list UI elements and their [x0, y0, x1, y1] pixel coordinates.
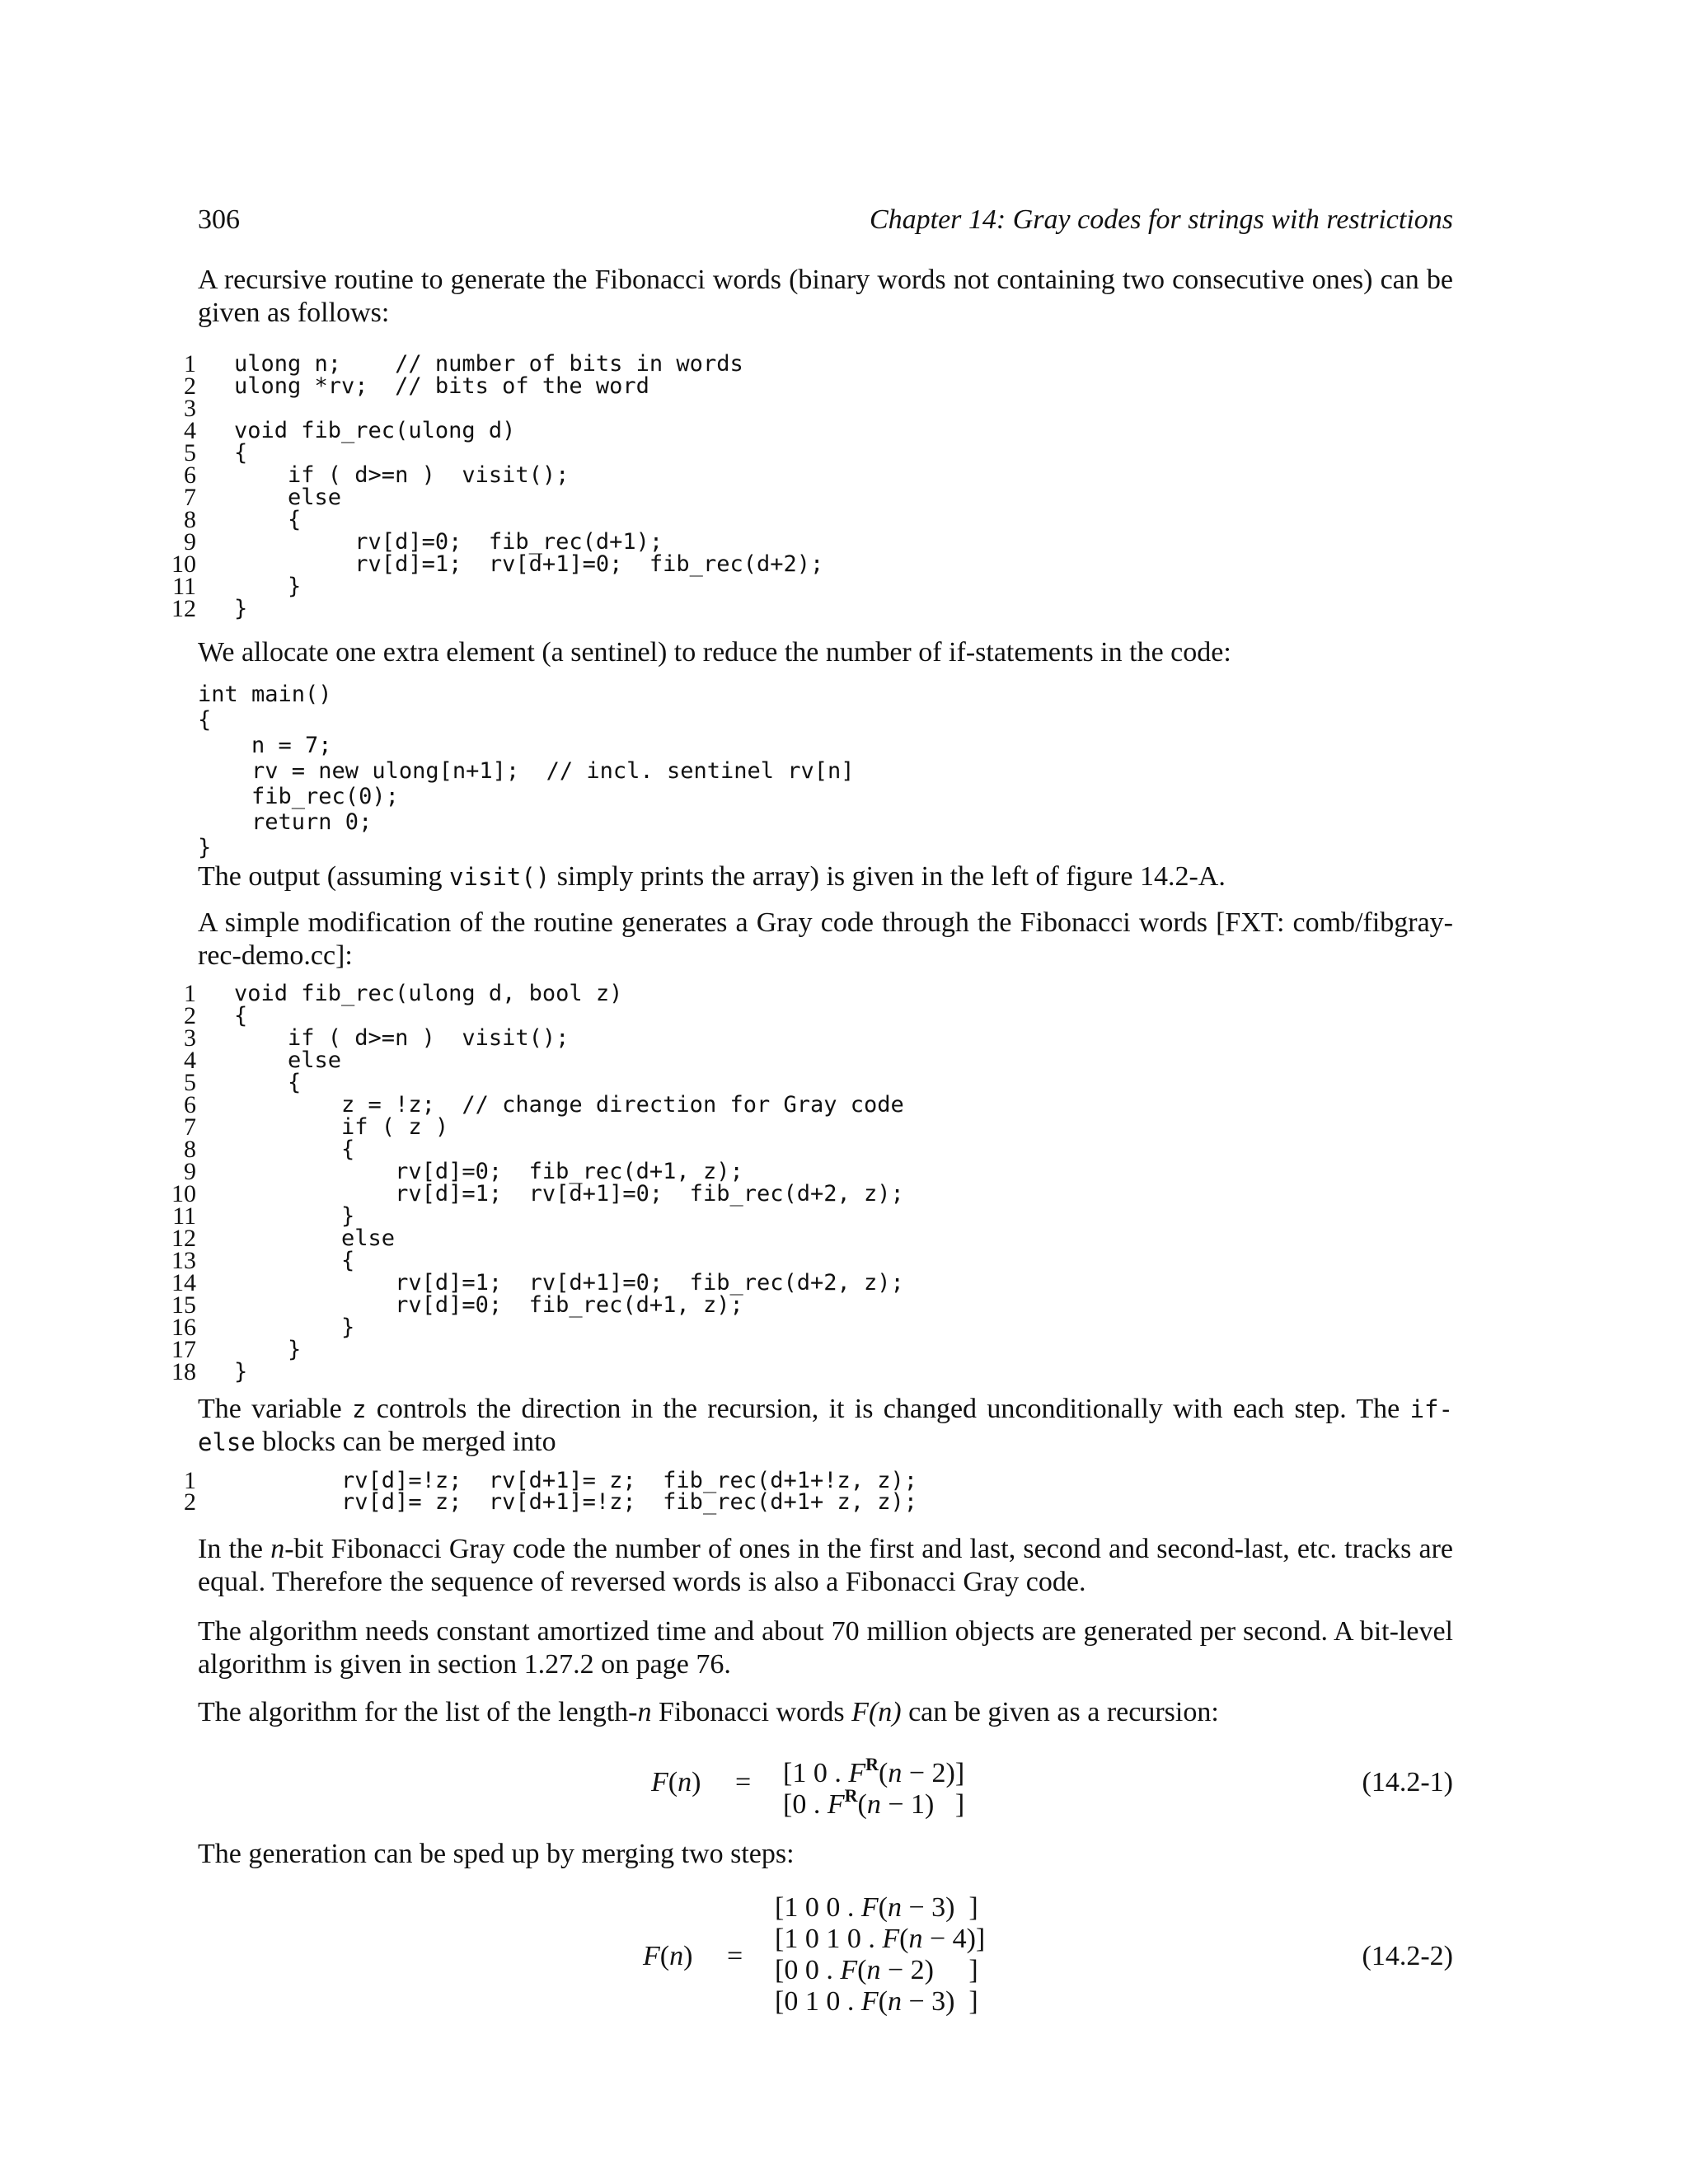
- code-block-merged: [0, 1467, 1688, 1516]
- code-line: [0, 835, 1688, 860]
- math-n: n: [270, 1534, 285, 1564]
- code-text: void fib_rec(ulong d, bool z): [234, 981, 623, 1006]
- code-line: [0, 1291, 1688, 1319]
- code-text: {: [234, 1003, 248, 1029]
- code-text: }: [234, 596, 248, 621]
- code-text: else: [234, 1226, 396, 1251]
- line-number: 11: [172, 1202, 196, 1230]
- line-number: 12: [171, 1225, 196, 1252]
- code-text: else: [234, 485, 342, 510]
- code-text: }: [234, 1203, 355, 1229]
- code-text: {: [234, 1248, 355, 1273]
- code-line: [0, 809, 1688, 835]
- code-line: [0, 575, 1688, 598]
- page-number: 306: [198, 204, 240, 235]
- line-number: 2: [184, 1002, 196, 1029]
- line-number: 17: [171, 1336, 196, 1363]
- code-text: }: [198, 835, 212, 860]
- math-F-n: F(n): [851, 1697, 902, 1727]
- code-text: rv = new ulong[n+1]; // incl. sentinel rv[n]: [198, 758, 855, 784]
- code-text: rv[d]= z; rv[d+1]=!z; fib_rec(d+1+ z, z);: [234, 1489, 918, 1515]
- code-text: if ( d>=n ) visit();: [234, 1025, 570, 1051]
- equation-2-matrix: [1 0 0 . F(n − 3) ] [1 0 1 0 . F(n − 4)] [0 0 . F(n − 2) ] [0 1 0 . F(n − 3) ]: [775, 1892, 986, 2017]
- paragraph-intro: A recursive routine to generate the Fibonacci words (binary words not containing two consecutive ones) can be given as follows:: [198, 265, 1453, 328]
- equation-2-label: (14.2-2): [1362, 1941, 1453, 1971]
- line-number: 7: [184, 1113, 196, 1141]
- line-number: 18: [171, 1358, 196, 1385]
- code-line: [0, 733, 1688, 758]
- code-block-fib-gray: [0, 982, 1688, 1383]
- code-text: rv[d]=1; rv[d+1]=0; fib_rec(d+2, z);: [234, 1181, 904, 1207]
- code-text: void fib_rec(ulong d): [234, 418, 516, 443]
- line-number: 7: [184, 484, 196, 511]
- code-line: [0, 1002, 1688, 1029]
- code-text: int main(): [198, 682, 332, 707]
- line-number: 2: [184, 1488, 196, 1516]
- code-line: [0, 1071, 1688, 1094]
- code-line: [0, 1269, 1688, 1296]
- code-text: {: [234, 440, 248, 466]
- code-if-else: if-else: [198, 1395, 1453, 1456]
- code-text: {: [234, 1137, 355, 1162]
- code-text: return 0;: [198, 809, 373, 835]
- code-z: z: [351, 1395, 367, 1423]
- line-number: 4: [184, 417, 196, 444]
- code-block-main: [0, 682, 1688, 860]
- line-number: 10: [171, 551, 196, 578]
- equation-2-equals: =: [727, 1941, 743, 1971]
- paragraph-modification: A simple modification of the routine generates a Gray code through the Fibonacci words [FXT: comb/fibgray-rec-demo.cc]:: [198, 907, 1453, 971]
- line-number: 15: [171, 1291, 196, 1319]
- code-text: }: [234, 1359, 248, 1385]
- code-line: [0, 1091, 1688, 1118]
- code-line: [0, 395, 1688, 422]
- code-visit: visit(): [449, 863, 551, 891]
- code-line: [0, 506, 1688, 533]
- line-number: 5: [184, 439, 196, 466]
- code-text: rv[d]=!z; rv[d+1]= z; fib_rec(d+1+!z, z);: [234, 1468, 918, 1493]
- code-text: }: [234, 1315, 355, 1340]
- code-line: [0, 1113, 1688, 1141]
- paragraph-reversed: In the n-bit Fibonacci Gray code the number of ones in the first and last, second and second-last, etc. tracks are equal. Therefore the sequence of reversed words is also a Fibonacci Gray code.: [198, 1534, 1454, 1597]
- line-number: 11: [172, 573, 196, 600]
- code-line: [0, 373, 1688, 400]
- code-text: }: [234, 574, 302, 599]
- code-line: [0, 528, 1688, 555]
- code-block-fib-rec: [0, 350, 1688, 622]
- code-line: [0, 350, 1688, 377]
- code-line: [0, 1338, 1688, 1361]
- code-text: {: [198, 707, 212, 733]
- line-number: 3: [184, 395, 196, 422]
- code-line: [0, 1160, 1688, 1183]
- code-line: [0, 595, 1688, 622]
- code-line: [0, 1136, 1688, 1163]
- code-text: rv[d]=0; fib_rec(d+1, z);: [234, 1292, 743, 1318]
- code-line: [0, 682, 1688, 707]
- code-text: rv[d]=0; fib_rec(d+1, z);: [234, 1159, 743, 1184]
- code-line: [0, 758, 1688, 784]
- line-number: 10: [171, 1180, 196, 1207]
- code-line: [0, 707, 1688, 733]
- code-text: rv[d]=1; rv[d+1]=0; fib_rec(d+2);: [234, 551, 824, 577]
- code-line: [0, 1488, 1688, 1516]
- code-line: [0, 1202, 1688, 1230]
- equation-1-matrix: [1 0 . $F^R(n - 2)$] [0 . $F^R(n - 1)$ ]: [783, 1754, 965, 1820]
- paragraph-recursion: The algorithm for the list of the length-n Fibonacci words F(n) can be given as a recursion:: [198, 1697, 1219, 1727]
- code-text: ulong *rv; // bits of the word: [234, 373, 649, 399]
- line-number: 12: [171, 595, 196, 622]
- line-number: 8: [184, 1136, 196, 1163]
- code-line: [0, 1249, 1688, 1272]
- equation-2-lhs: F(n): [643, 1941, 693, 1971]
- code-text: n = 7;: [198, 733, 332, 758]
- paragraph-amortized: The algorithm needs constant amortized time and about 70 million objects are generated per second. A bit-level algorithm is given in section 1.27.2 on page 76.: [198, 1616, 1453, 1680]
- paragraph-sentinel: We allocate one extra element (a sentinel) to reduce the number of if-statements in the code:: [198, 637, 1231, 668]
- code-line: [0, 1358, 1688, 1385]
- paragraph-variable-z: The variable z controls the direction in the recursion, it is changed unconditionally with each step. The if-else blocks can be merged into: [198, 1394, 1453, 1457]
- code-text: {: [234, 507, 302, 532]
- line-number: 1: [184, 1467, 196, 1494]
- code-text: z = !z; // change direction for Gray code: [234, 1092, 904, 1118]
- code-line: [0, 1225, 1688, 1252]
- line-number: 1: [184, 350, 196, 377]
- chapter-title: Chapter 14: Gray codes for strings with restrictions: [869, 204, 1453, 235]
- line-number: 6: [184, 1091, 196, 1118]
- code-line: [0, 439, 1688, 466]
- code-line: [0, 486, 1688, 509]
- code-line: [0, 462, 1688, 489]
- line-number: 1: [184, 980, 196, 1007]
- code-text: }: [234, 1337, 302, 1362]
- code-text: else: [234, 1047, 342, 1073]
- code-line: [0, 982, 1688, 1005]
- line-number: 4: [184, 1047, 196, 1074]
- math-n: n: [637, 1697, 652, 1727]
- code-text: rv[d]=0; fib_rec(d+1);: [234, 529, 663, 555]
- line-number: 9: [184, 1158, 196, 1185]
- equation-1-lhs: F(n): [651, 1767, 701, 1797]
- line-number: 2: [184, 373, 196, 400]
- line-number: 5: [184, 1069, 196, 1096]
- line-number: 8: [184, 506, 196, 533]
- code-line: [0, 551, 1688, 578]
- code-text: if ( z ): [234, 1114, 449, 1140]
- code-text: rv[d]=1; rv[d+1]=0; fib_rec(d+2, z);: [234, 1270, 904, 1296]
- code-text: ulong n; // number of bits in words: [234, 351, 743, 377]
- code-line: [0, 1024, 1688, 1052]
- paragraph-output: The output (assuming visit() simply prints the array) is given in the left of figure 14.2-A.: [198, 861, 1226, 892]
- code-line: [0, 1180, 1688, 1207]
- code-line: [0, 1314, 1688, 1341]
- line-number: 16: [171, 1314, 196, 1341]
- equation-1-equals: =: [735, 1767, 752, 1797]
- code-text: fib_rec(0);: [198, 784, 399, 809]
- paragraph-merging: The generation can be sped up by merging two steps:: [198, 1839, 795, 1869]
- code-text: if ( d>=n ) visit();: [234, 462, 570, 488]
- line-number: 3: [184, 1024, 196, 1052]
- line-number: 14: [171, 1269, 196, 1296]
- line-number: 9: [184, 528, 196, 555]
- code-line: [0, 784, 1688, 809]
- code-line: [0, 419, 1688, 442]
- code-text: {: [234, 1070, 302, 1095]
- code-line: [0, 1047, 1688, 1074]
- equation-1-label: (14.2-1): [1362, 1767, 1453, 1797]
- line-number: 6: [184, 462, 196, 489]
- line-number: 13: [171, 1247, 196, 1274]
